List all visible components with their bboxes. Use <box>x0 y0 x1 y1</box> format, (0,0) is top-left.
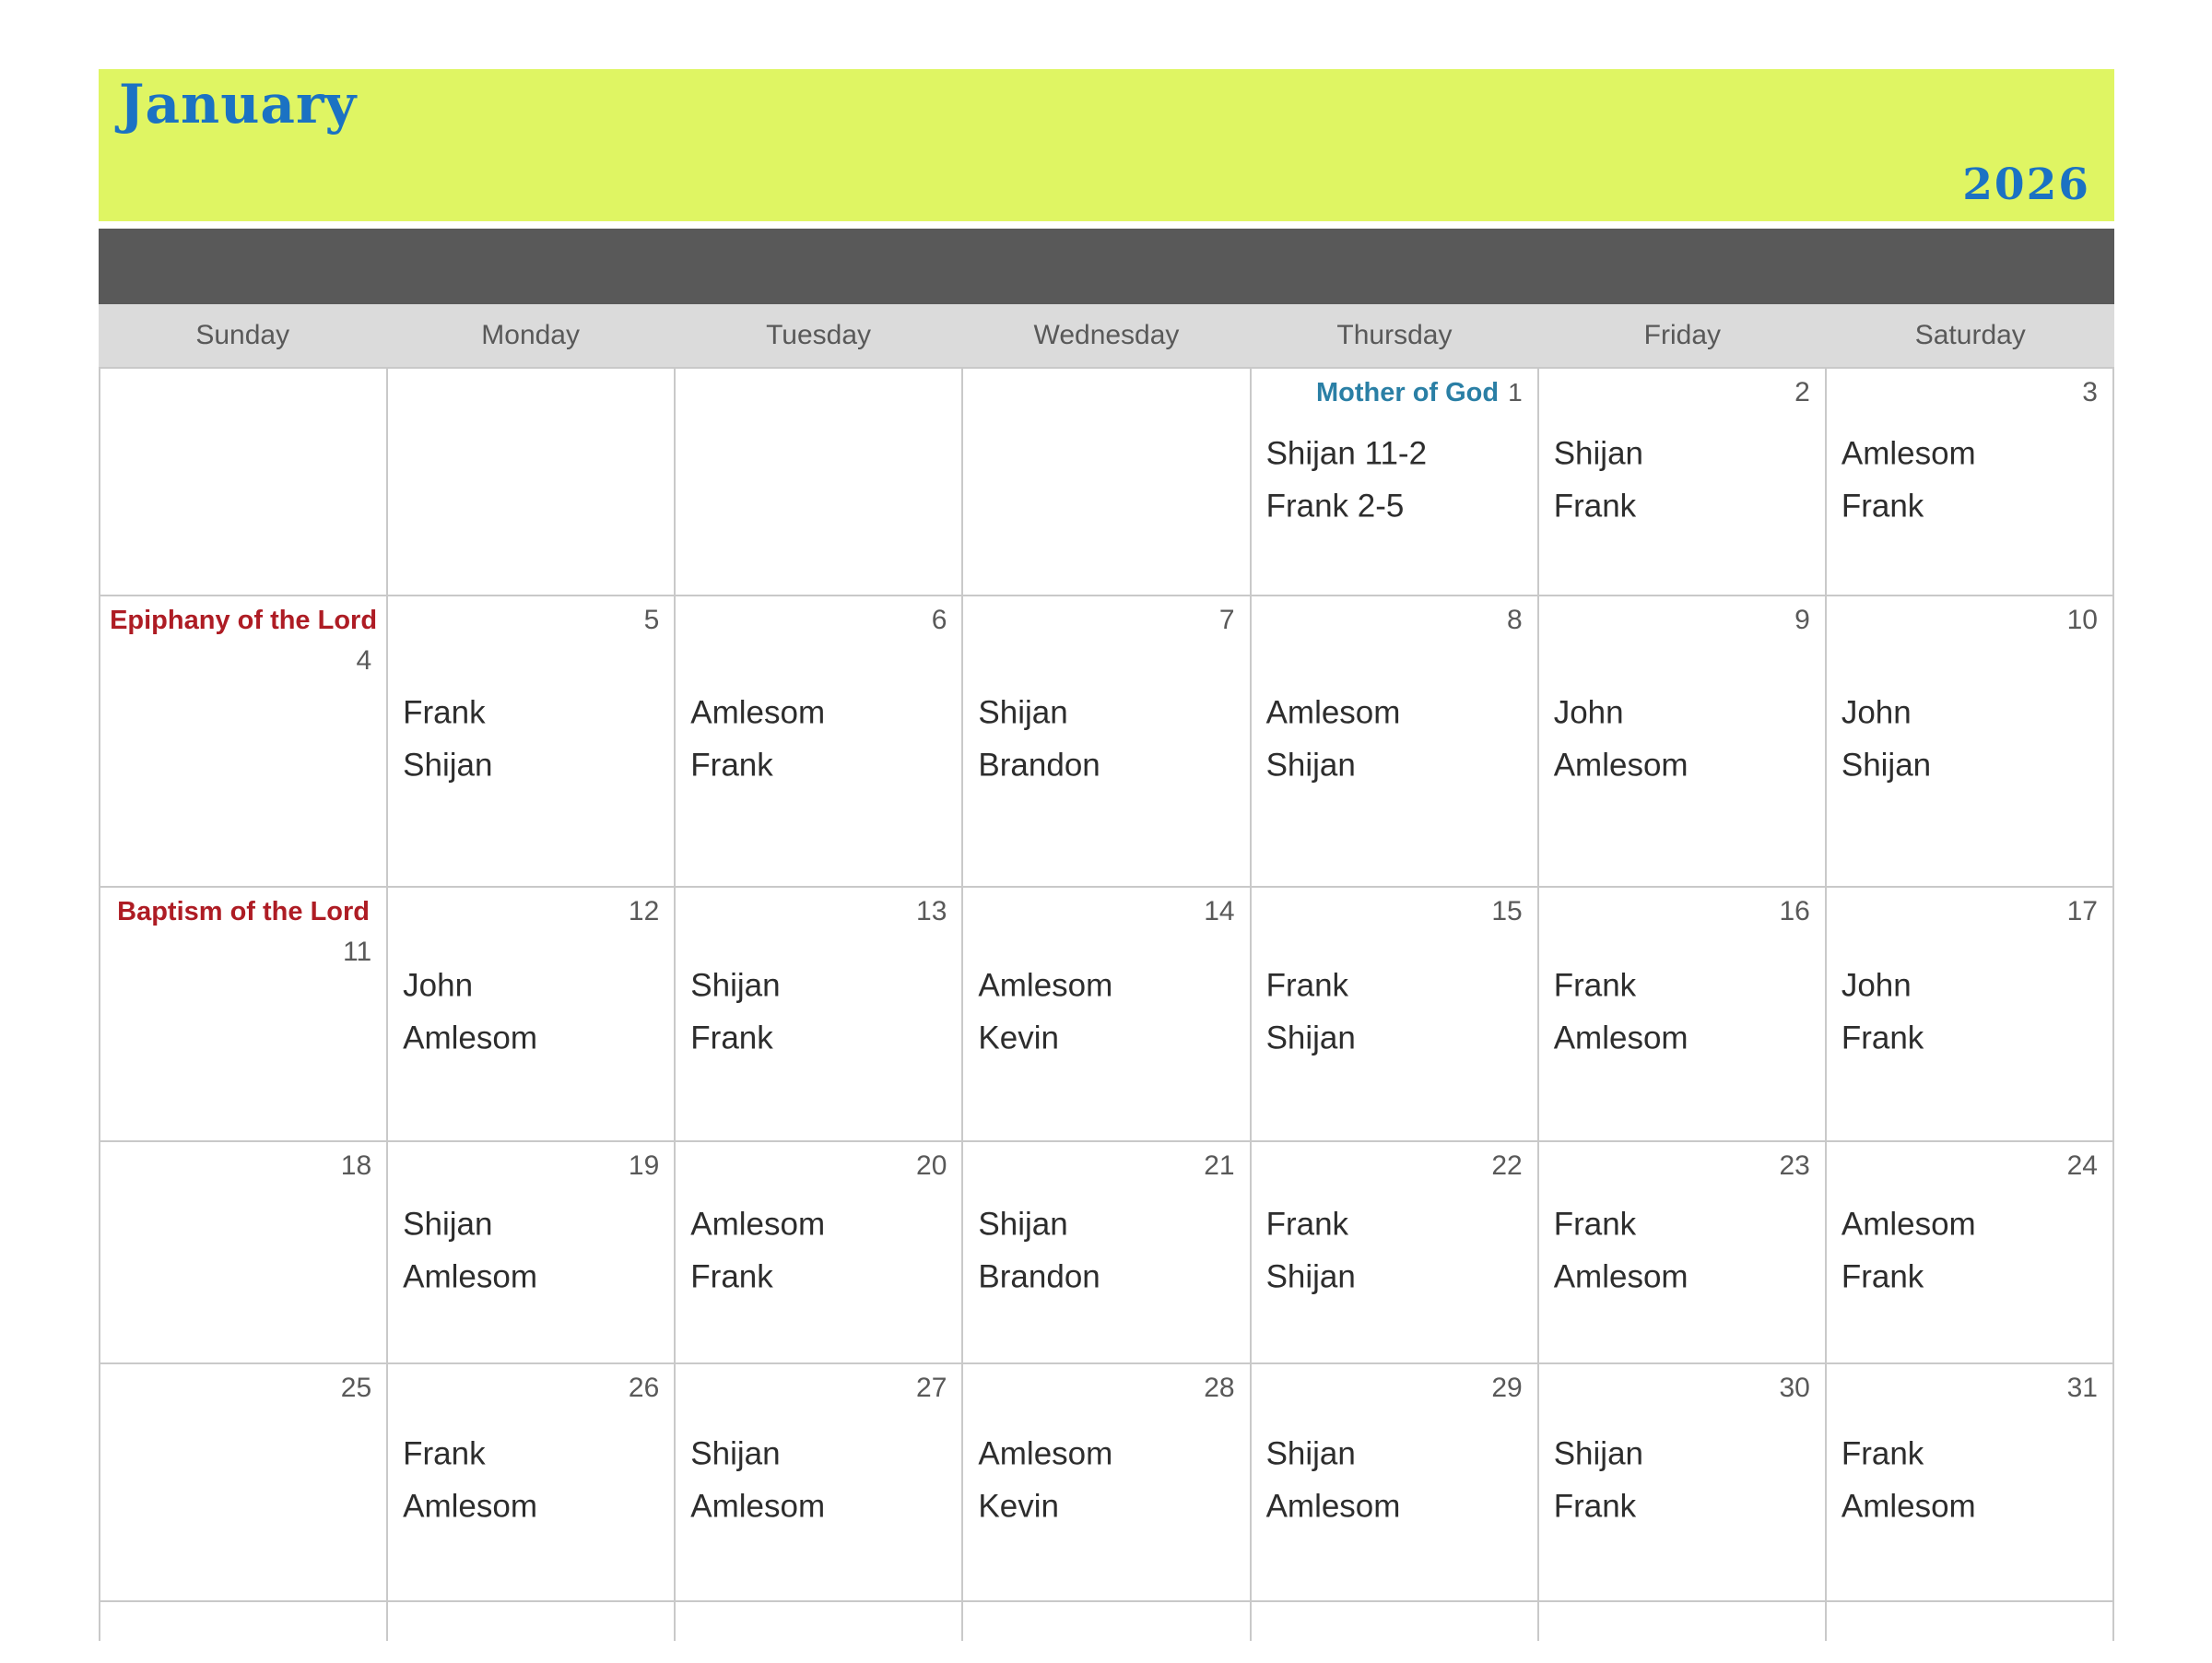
name-entry: Shijan <box>1265 1435 1356 1472</box>
name-entry: Shijan <box>403 747 493 784</box>
calendar-cell <box>676 596 963 888</box>
day-number: 7 <box>1218 605 1235 635</box>
calendar-cell <box>1252 888 1539 1142</box>
calendar-cell <box>963 1602 1251 1641</box>
name-entry: Shijan <box>403 1206 493 1243</box>
day-number: 9 <box>1794 605 1810 635</box>
day-number: 29 <box>1491 1373 1523 1403</box>
name-entry: Frank <box>1553 1488 1637 1525</box>
calendar-cell <box>1827 1364 2114 1602</box>
name-entry: Shijan <box>978 1206 1068 1243</box>
calendar-cell <box>676 888 963 1142</box>
holiday-label: Mother of God <box>1315 378 1500 407</box>
calendar-cell <box>1827 1602 2114 1641</box>
name-list <box>1554 427 1818 532</box>
name-entry: Amlesom <box>1553 1020 1688 1056</box>
name-entry: Shijan <box>1265 747 1356 784</box>
name-list <box>1266 687 1530 792</box>
name-entry: Frank <box>690 1020 773 1056</box>
holiday-label: Epiphany of the Lord <box>110 606 378 635</box>
name-list <box>978 687 1241 792</box>
calendar-cell <box>388 888 676 1142</box>
name-list <box>978 960 1241 1065</box>
name-list <box>690 687 954 792</box>
name-entry: John <box>1553 694 1624 731</box>
name-entry: Amlesom <box>403 1020 538 1056</box>
calendar-cell <box>1539 369 1827 596</box>
weekday-header: Saturday <box>1914 320 2026 350</box>
calendar-cell <box>676 1142 963 1364</box>
header-divider-bar <box>99 229 2114 304</box>
calendar-cell <box>963 1364 1251 1602</box>
calendar-cell <box>100 369 388 596</box>
name-entry: Amlesom <box>403 1258 538 1295</box>
name-list <box>1554 1197 1818 1303</box>
day-number: 3 <box>2082 377 2098 407</box>
name-list <box>403 1428 666 1533</box>
calendar-cell <box>1252 1602 1539 1641</box>
name-list <box>1266 1197 1530 1303</box>
calendar-cell <box>100 1142 388 1364</box>
calendar-cell <box>676 369 963 596</box>
day-number: 22 <box>1491 1150 1523 1181</box>
day-number: 15 <box>1491 896 1523 926</box>
calendar-cell <box>1252 596 1539 888</box>
calendar-cell <box>100 1602 388 1641</box>
calendar-cell <box>1827 1142 2114 1364</box>
day-number: 31 <box>2066 1373 2098 1403</box>
name-entry: Shijan <box>1841 747 1932 784</box>
name-list <box>1554 687 1818 792</box>
calendar-cell <box>1252 369 1539 596</box>
name-entry: Amlesom <box>690 1206 826 1243</box>
name-entry: Frank <box>403 1435 486 1472</box>
name-entry: Amlesom <box>1841 1206 1976 1243</box>
calendar-cell <box>963 1142 1251 1364</box>
calendar-cell <box>963 888 1251 1142</box>
name-list <box>403 960 666 1065</box>
calendar-cell <box>1252 1364 1539 1602</box>
calendar-cell <box>1539 596 1827 888</box>
day-number: 23 <box>1779 1150 1810 1181</box>
day-number: 18 <box>340 1150 372 1181</box>
name-list <box>690 960 954 1065</box>
name-entry: Frank <box>1553 488 1637 525</box>
name-entry: John <box>1841 694 1912 731</box>
weekday-header: Wednesday <box>1033 320 1180 350</box>
calendar-cell <box>388 1142 676 1364</box>
name-list <box>978 1197 1241 1303</box>
name-entry: John <box>403 967 474 1004</box>
name-entry: Amlesom <box>1265 694 1401 731</box>
calendar-cell <box>1539 1602 1827 1641</box>
calendar-cell <box>388 1602 676 1641</box>
name-entry: Amlesom <box>978 1435 1113 1472</box>
name-list <box>1554 960 1818 1065</box>
weekday-header: Thursday <box>1336 320 1453 350</box>
name-entry: Amlesom <box>1553 1258 1688 1295</box>
name-entry: Shijan <box>1265 1020 1356 1056</box>
day-number: 19 <box>628 1150 660 1181</box>
name-list <box>403 1197 666 1303</box>
weekday-header: Sunday <box>195 320 290 350</box>
name-entry: Kevin <box>978 1020 1059 1056</box>
day-number: 21 <box>1204 1150 1235 1181</box>
name-entry: Shijan <box>1265 1258 1356 1295</box>
name-entry: Shijan <box>690 967 781 1004</box>
day-number: 25 <box>340 1373 372 1403</box>
day-number: 14 <box>1204 896 1235 926</box>
calendar-cell <box>100 888 388 1142</box>
day-number: 6 <box>931 605 947 635</box>
name-list <box>978 1428 1241 1533</box>
holiday-label: Baptism of the Lord <box>117 897 371 926</box>
name-entry: Frank <box>403 694 486 731</box>
name-list <box>1841 427 2105 532</box>
name-list <box>1841 1197 2105 1303</box>
year-label: 2026 <box>1962 159 2090 210</box>
name-entry: Frank <box>1841 1258 1924 1295</box>
name-entry: Shijan 11-2 <box>1265 435 1428 472</box>
weekday-header: Friday <box>1643 320 1722 350</box>
calendar-cell <box>388 1364 676 1602</box>
day-number: 30 <box>1779 1373 1810 1403</box>
name-entry: Amlesom <box>690 694 826 731</box>
name-entry: Brandon <box>978 1258 1100 1295</box>
name-list <box>690 1197 954 1303</box>
day-number: 28 <box>1204 1373 1235 1403</box>
calendar-cell <box>1827 369 2114 596</box>
name-entry: Kevin <box>978 1488 1059 1525</box>
name-entry: Amlesom <box>1553 747 1688 784</box>
name-list <box>1841 960 2105 1065</box>
day-number: 13 <box>916 896 947 926</box>
name-list <box>1266 427 1530 532</box>
day-number: 10 <box>2066 605 2098 635</box>
day-number: 17 <box>2066 896 2098 926</box>
name-list <box>1841 687 2105 792</box>
weekday-header: Monday <box>481 320 580 350</box>
name-list <box>1266 1428 1530 1533</box>
calendar-cell <box>1252 1142 1539 1364</box>
name-entry: Shijan <box>1553 435 1643 472</box>
day-number: 5 <box>643 605 660 635</box>
name-entry: Brandon <box>978 747 1100 784</box>
calendar-cell <box>963 369 1251 596</box>
calendar-grid <box>99 367 2114 1641</box>
name-entry: Frank <box>690 1258 773 1295</box>
name-entry: Frank <box>1265 1206 1349 1243</box>
name-entry: Frank <box>1553 967 1637 1004</box>
calendar-cell <box>388 596 676 888</box>
name-entry: Amlesom <box>1841 1488 1976 1525</box>
name-entry: Amlesom <box>978 967 1113 1004</box>
day-number: 20 <box>916 1150 947 1181</box>
calendar-cell <box>1827 888 2114 1142</box>
name-entry: Amlesom <box>1265 1488 1401 1525</box>
name-entry: Amlesom <box>690 1488 826 1525</box>
calendar-cell <box>1539 1142 1827 1364</box>
day-number: 2 <box>1794 377 1810 407</box>
day-number: 12 <box>628 896 660 926</box>
calendar-cell <box>676 1364 963 1602</box>
calendar-cell <box>388 369 676 596</box>
name-list <box>1554 1428 1818 1533</box>
month-banner <box>99 69 2114 221</box>
weekday-header-row <box>99 304 2114 367</box>
day-number: 24 <box>2066 1150 2098 1181</box>
name-entry: Frank <box>1553 1206 1637 1243</box>
name-entry: Frank <box>690 747 773 784</box>
name-entry: Frank <box>1841 1435 1924 1472</box>
day-number: 8 <box>1507 605 1523 635</box>
name-list <box>690 1428 954 1533</box>
calendar-cell <box>676 1602 963 1641</box>
name-entry: John <box>1841 967 1912 1004</box>
calendar-cell <box>100 1364 388 1602</box>
day-number: 11 <box>342 937 372 967</box>
name-entry: Shijan <box>978 694 1068 731</box>
calendar-cell <box>1539 1364 1827 1602</box>
calendar-cell <box>1827 596 2114 888</box>
name-entry: Shijan <box>690 1435 781 1472</box>
name-entry: Shijan <box>1553 1435 1643 1472</box>
name-list <box>1266 960 1530 1065</box>
name-entry: Frank 2-5 <box>1265 488 1405 525</box>
name-entry: Amlesom <box>403 1488 538 1525</box>
day-number: 4 <box>356 645 372 676</box>
name-entry: Frank <box>1265 967 1349 1004</box>
month-title: January <box>119 73 358 136</box>
day-number: 27 <box>916 1373 947 1403</box>
calendar-cell <box>1539 888 1827 1142</box>
name-list <box>1841 1428 2105 1533</box>
weekday-header: Tuesday <box>766 320 872 350</box>
day-number: 1 <box>1508 378 1523 407</box>
name-list <box>403 687 666 792</box>
name-entry: Amlesom <box>1841 435 1976 472</box>
name-entry: Frank <box>1841 488 1924 525</box>
day-number: 16 <box>1779 896 1810 926</box>
day-number: 26 <box>628 1373 660 1403</box>
name-entry: Frank <box>1841 1020 1924 1056</box>
calendar-cell <box>963 596 1251 888</box>
calendar-cell <box>100 596 388 888</box>
